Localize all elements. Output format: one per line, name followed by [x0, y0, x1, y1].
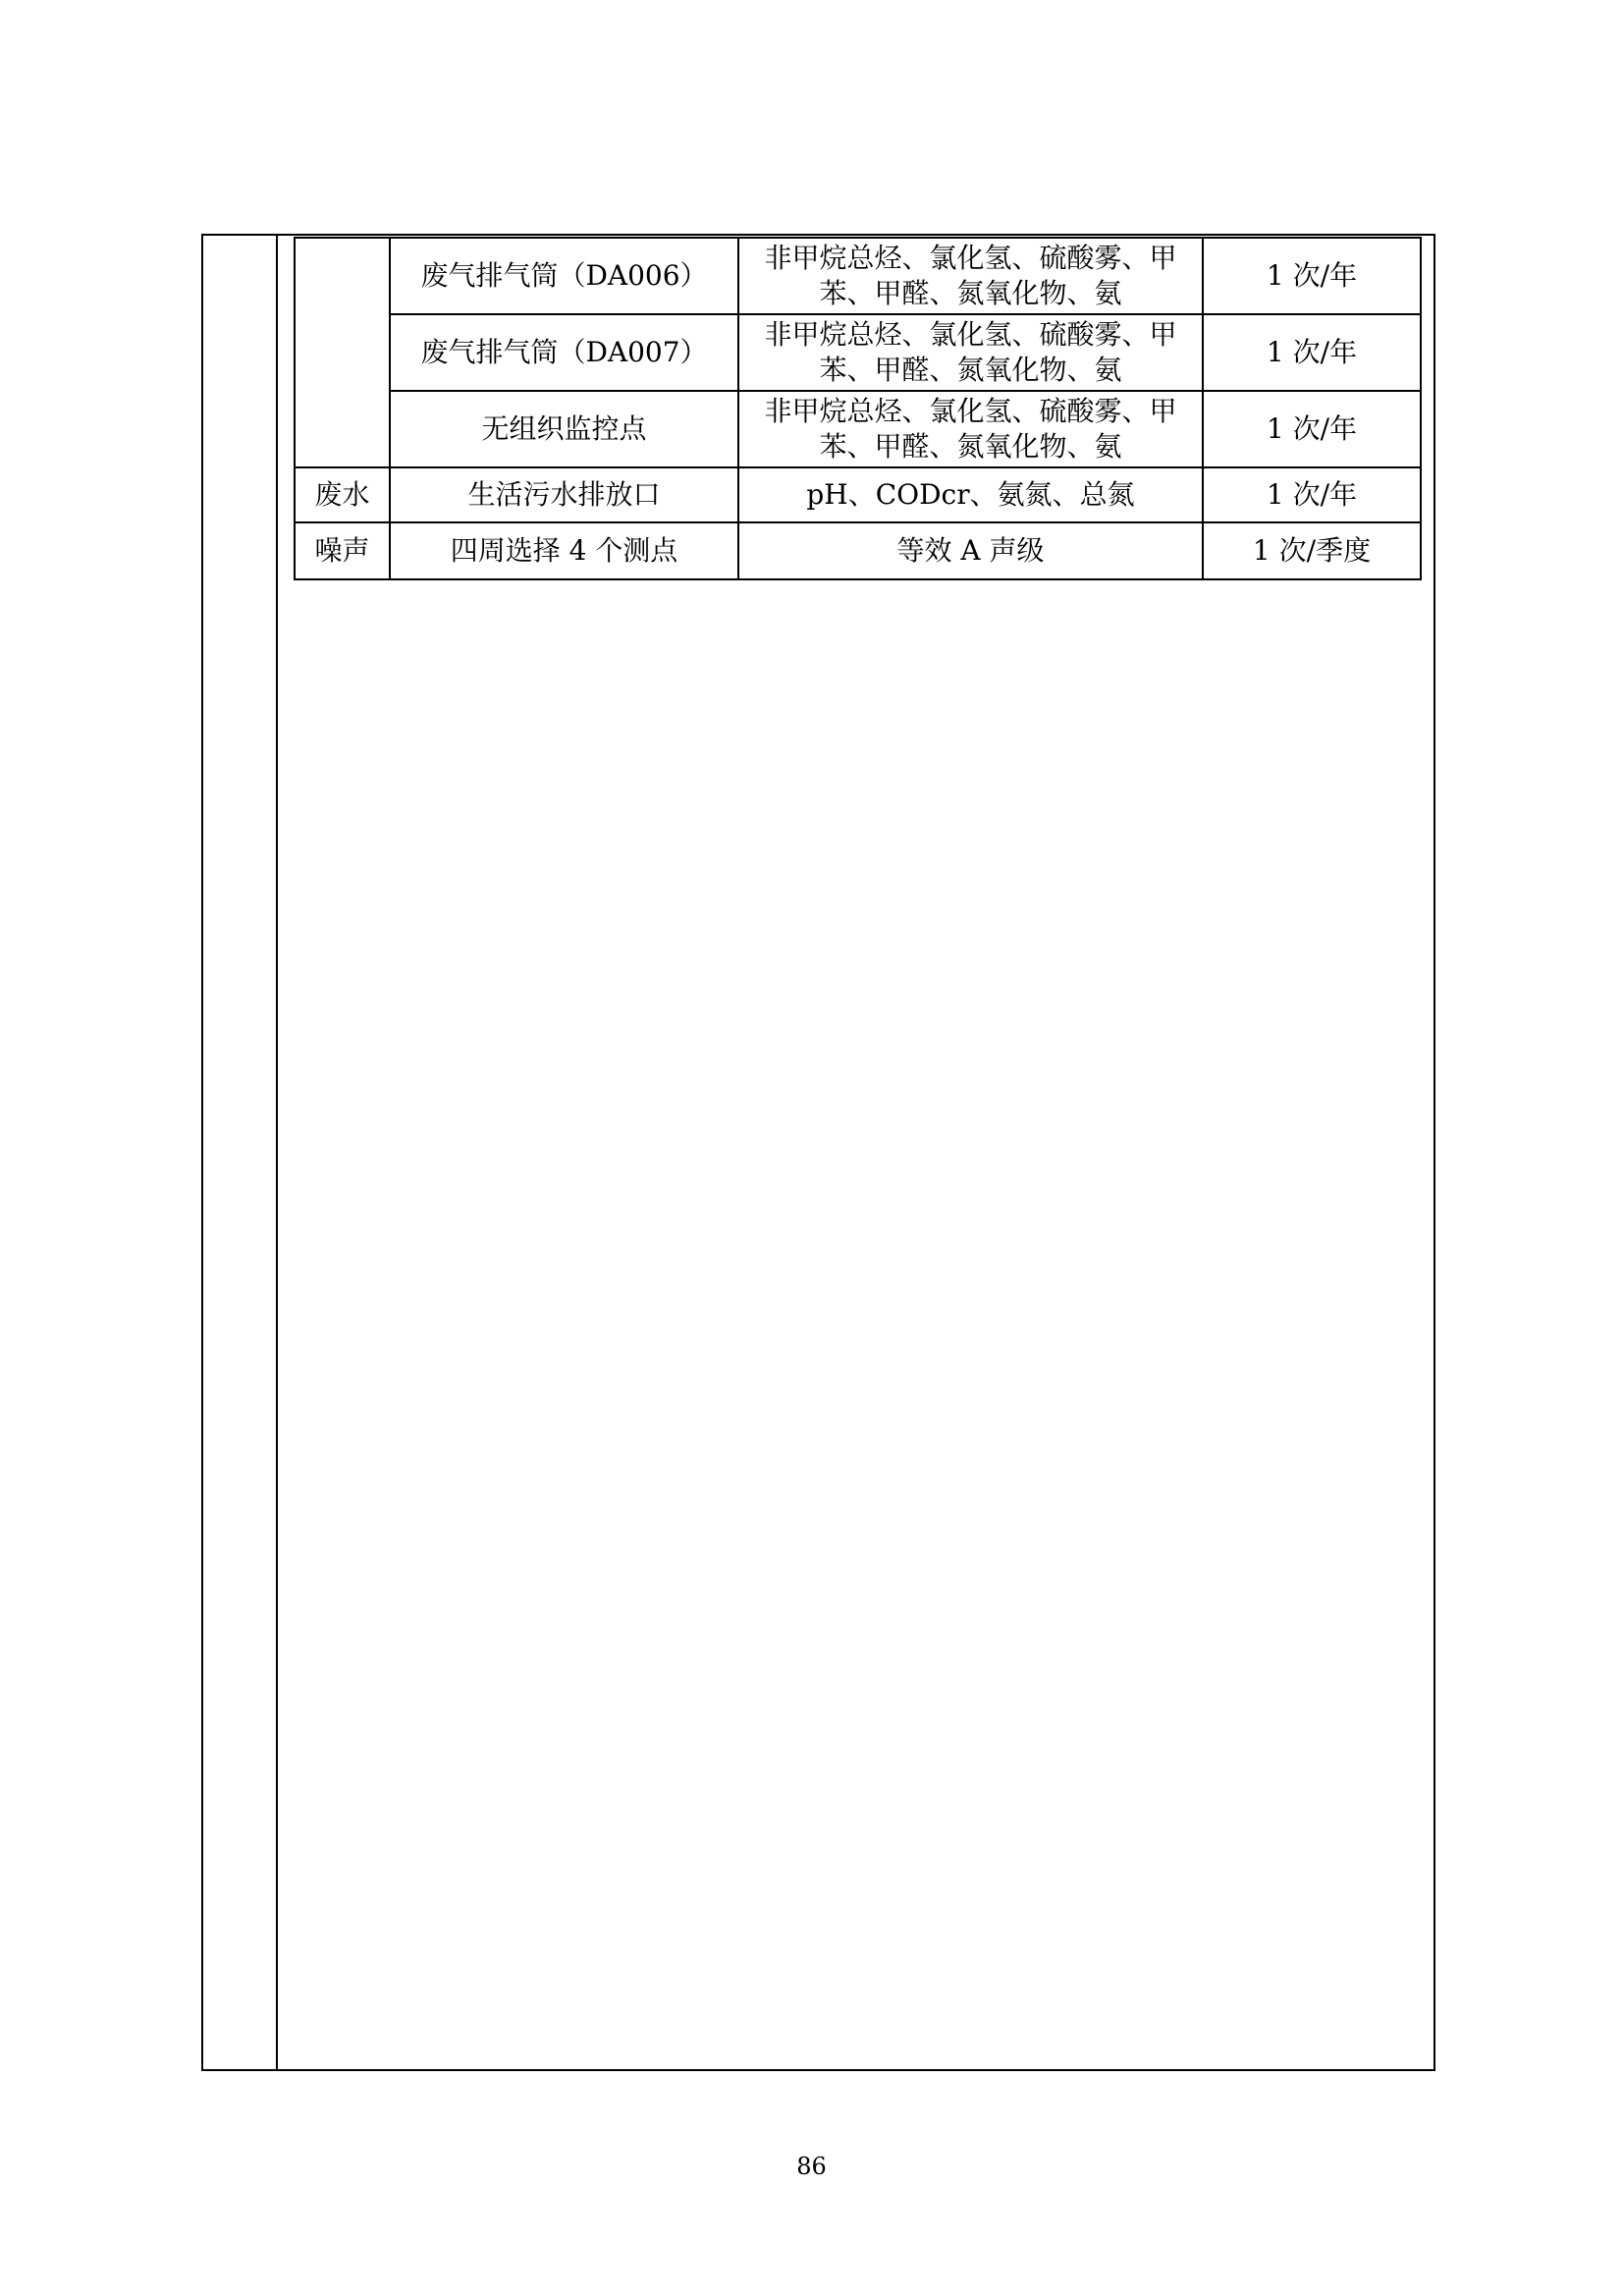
monitoring-items-cell: 非甲烷总烃、氯化氢、硫酸雾、甲苯、甲醛、氮氧化物、氨 [738, 238, 1203, 314]
table-row [295, 391, 1421, 467]
inner-column-rule [276, 234, 278, 2071]
table-row [295, 522, 1421, 579]
monitoring-point-cell: 无组织监控点 [390, 391, 738, 467]
frequency-cell: 1 次/年 [1203, 391, 1421, 467]
table-row [295, 238, 1421, 314]
page-number: 86 [796, 2153, 827, 2180]
monitoring-point-cell: 废气排气筒（DA007） [390, 314, 738, 391]
frequency-cell: 1 次/年 [1203, 467, 1421, 522]
monitoring-table [294, 237, 1422, 580]
category-cell: 噪声 [295, 522, 390, 579]
frequency-cell: 1 次/季度 [1203, 522, 1421, 579]
table-row [295, 467, 1421, 522]
monitoring-point-cell: 四周选择 4 个测点 [390, 522, 738, 579]
frequency-cell: 1 次/年 [1203, 238, 1421, 314]
monitoring-items-cell: 非甲烷总烃、氯化氢、硫酸雾、甲苯、甲醛、氮氧化物、氨 [738, 314, 1203, 391]
monitoring-point-cell: 生活污水排放口 [390, 467, 738, 522]
table-row [295, 314, 1421, 391]
monitoring-items-cell: pH、CODcr、氨氮、总氮 [738, 467, 1203, 522]
monitoring-items-cell: 等效 A 声级 [738, 522, 1203, 579]
category-cell-waste-gas [295, 238, 390, 467]
frequency-cell: 1 次/年 [1203, 314, 1421, 391]
category-cell: 废水 [295, 467, 390, 522]
monitoring-point-cell: 废气排气筒（DA006） [390, 238, 738, 314]
monitoring-items-cell: 非甲烷总烃、氯化氢、硫酸雾、甲苯、甲醛、氮氧化物、氨 [738, 391, 1203, 467]
